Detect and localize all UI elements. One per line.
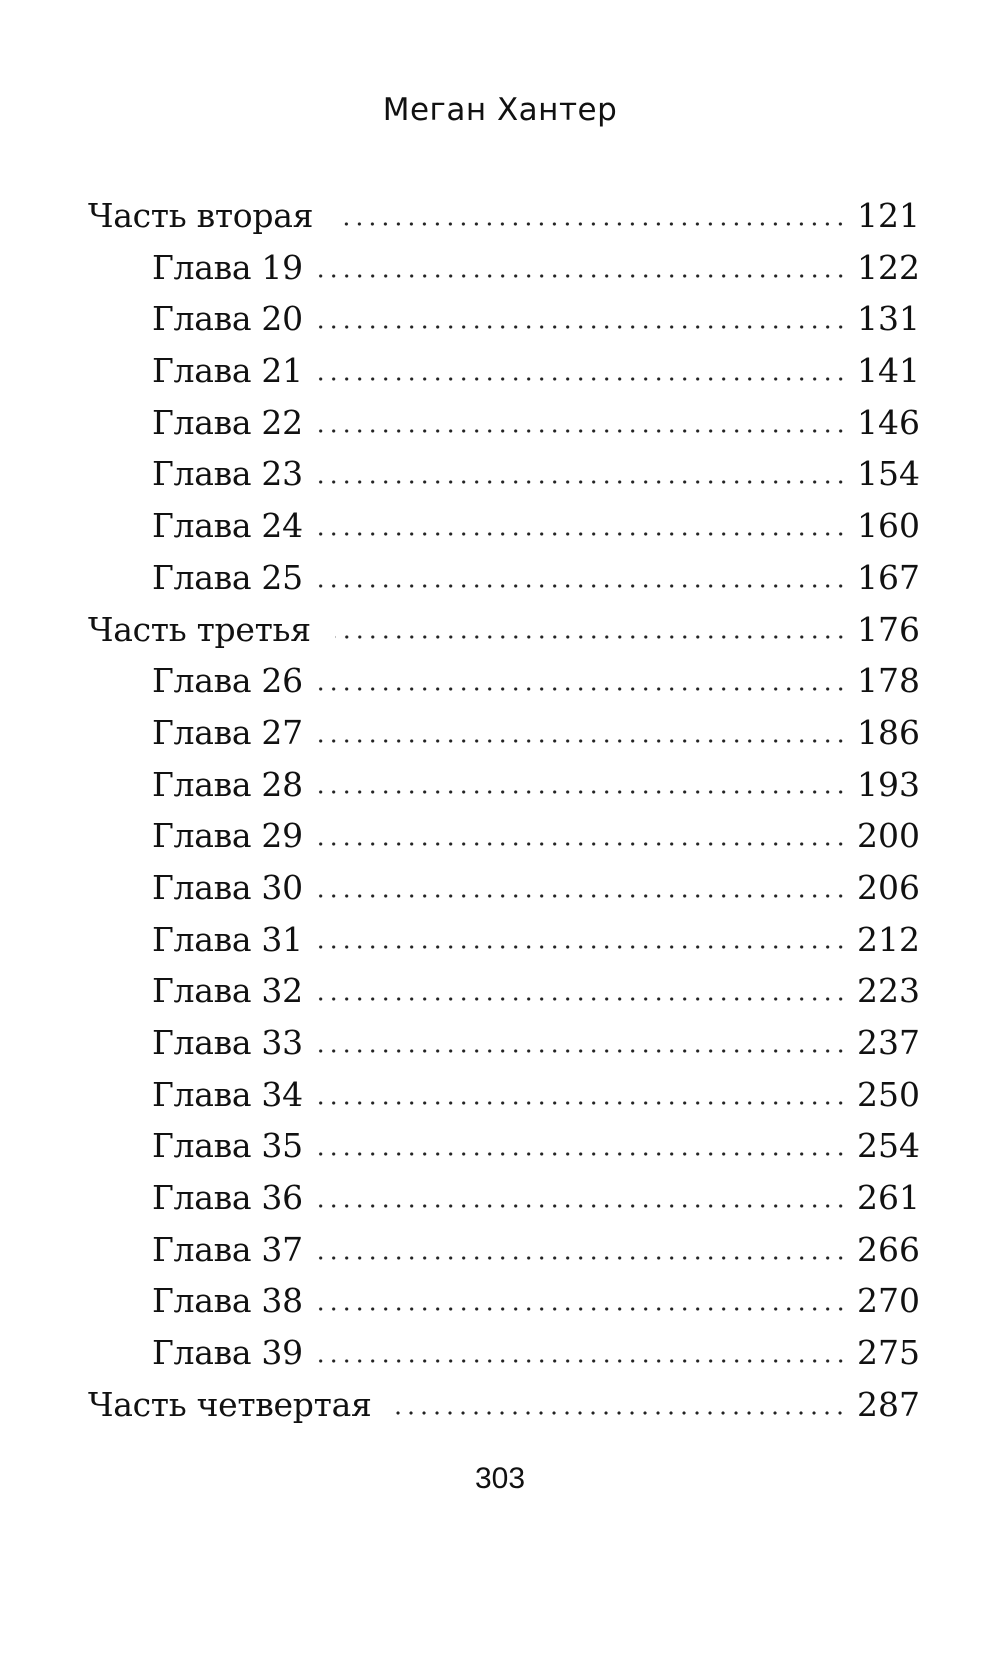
toc-entry-page-number: 193: [857, 764, 920, 804]
toc-entry-title: Глава 32: [152, 971, 303, 1011]
toc-entry-page-number: 146: [857, 402, 920, 442]
toc-chapter-entry: [88, 655, 920, 707]
dot-leader: [317, 532, 847, 536]
dot-leader: [317, 1204, 847, 1208]
toc-chapter-entry: [88, 1172, 920, 1224]
toc-entry-page-number: 200: [857, 816, 920, 856]
toc-entry-title: Глава 30: [152, 867, 303, 907]
toc-entry-page-number: 176: [857, 609, 920, 649]
toc-entry-title: Глава 19: [152, 247, 303, 287]
toc-entry-title: Глава 37: [152, 1229, 303, 1269]
dot-leader: [317, 687, 847, 691]
dot-leader: [317, 1049, 847, 1053]
toc-entry-page-number: 141: [857, 351, 920, 391]
toc-entry-title: Глава 25: [152, 557, 303, 597]
running-head-author: Меган Хантер: [382, 92, 618, 128]
dot-leader: [317, 790, 847, 794]
toc-entry-page-number: 121: [857, 196, 920, 235]
toc-chapter-entry: [88, 293, 920, 345]
toc-entry-title: Часть вторая: [88, 196, 314, 235]
toc-chapter-entry: [88, 345, 920, 397]
toc-entry-title: Глава 33: [152, 1023, 303, 1062]
toc-entry-title: Глава 38: [152, 1281, 303, 1321]
dot-leader: [317, 997, 847, 1001]
dot-leader: [317, 894, 847, 898]
toc-entry-title: Глава 35: [152, 1126, 303, 1166]
toc-entry-page-number: 250: [857, 1074, 920, 1114]
dot-leader: [335, 635, 847, 639]
dot-leader: [317, 274, 847, 278]
toc-chapter-entry: [88, 914, 920, 966]
toc-entry-page-number: 254: [857, 1126, 920, 1166]
table-of-contents: [88, 190, 920, 1431]
toc-entry-page-number: 178: [857, 661, 920, 701]
toc-entry-page-number: 212: [857, 919, 920, 959]
toc-entry-page-number: 167: [857, 557, 920, 597]
toc-entry-title: Часть четвертая: [88, 1384, 372, 1424]
dot-leader: [317, 1256, 847, 1260]
toc-chapter-entry: [88, 1275, 920, 1327]
toc-chapter-entry: [88, 1327, 920, 1379]
toc-chapter-entry: [88, 448, 920, 500]
toc-entry-title: Глава 28: [152, 764, 303, 804]
dot-leader: [317, 1101, 847, 1105]
toc-chapter-entry: [88, 1224, 920, 1276]
toc-chapter-entry: [88, 500, 920, 552]
dot-leader: [317, 1152, 847, 1156]
toc-entry-title: Глава 34: [152, 1074, 303, 1114]
dot-leader: [395, 1411, 847, 1415]
toc-entry-title: Глава 36: [152, 1178, 303, 1218]
toc-entry-title: Глава 20: [152, 299, 303, 339]
dot-leader: [317, 429, 847, 433]
toc-chapter-entry: [88, 1069, 920, 1121]
toc-part-entry: [88, 1379, 920, 1431]
toc-entry-title: Глава 31: [152, 919, 303, 959]
dot-leader: [337, 222, 847, 226]
page-number: 303: [474, 1462, 526, 1495]
toc-chapter-entry: [88, 965, 920, 1017]
dot-leader: [317, 739, 847, 743]
toc-part-entry: [88, 190, 920, 242]
toc-entry-title: Глава 22: [152, 402, 303, 442]
toc-entry-title: Глава 24: [152, 506, 303, 546]
dot-leader: [317, 1307, 847, 1311]
toc-entry-page-number: 154: [857, 454, 920, 494]
toc-entry-page-number: 223: [857, 971, 920, 1011]
toc-entry-page-number: 237: [857, 1023, 920, 1062]
toc-entry-page-number: 206: [857, 867, 920, 907]
toc-entry-page-number: 160: [857, 506, 920, 546]
toc-chapter-entry: [88, 810, 920, 862]
toc-chapter-entry: [88, 862, 920, 914]
toc-entry-title: Глава 26: [152, 661, 303, 701]
toc-entry-page-number: 270: [857, 1281, 920, 1321]
toc-chapter-entry: [88, 707, 920, 759]
dot-leader: [317, 325, 847, 329]
toc-entry-page-number: 266: [857, 1229, 920, 1269]
toc-chapter-entry: [88, 242, 920, 294]
toc-part-entry: [88, 604, 920, 656]
toc-chapter-entry: [88, 1017, 920, 1069]
toc-chapter-entry: [88, 552, 920, 604]
toc-entry-title: Глава 29: [152, 816, 303, 856]
toc-entry-page-number: 186: [857, 712, 920, 752]
dot-leader: [317, 584, 847, 588]
toc-entry-page-number: 131: [857, 299, 920, 339]
toc-chapter-entry: [88, 397, 920, 449]
dot-leader: [317, 480, 847, 484]
dot-leader: [317, 377, 847, 381]
toc-entry-title: Часть третья: [88, 609, 311, 649]
dot-leader: [317, 842, 847, 846]
toc-entry-page-number: 122: [857, 247, 920, 287]
dot-leader: [317, 945, 847, 949]
toc-entry-title: Глава 27: [152, 712, 303, 752]
toc-entry-page-number: 287: [857, 1384, 920, 1424]
toc-chapter-entry: [88, 1120, 920, 1172]
toc-entry-page-number: 275: [857, 1333, 920, 1373]
toc-entry-title: Глава 39: [152, 1333, 303, 1373]
dot-leader: [317, 1359, 847, 1363]
toc-entry-title: Глава 23: [152, 454, 303, 494]
toc-chapter-entry: [88, 759, 920, 811]
toc-entry-page-number: 261: [857, 1178, 920, 1218]
toc-entry-title: Глава 21: [152, 351, 303, 391]
